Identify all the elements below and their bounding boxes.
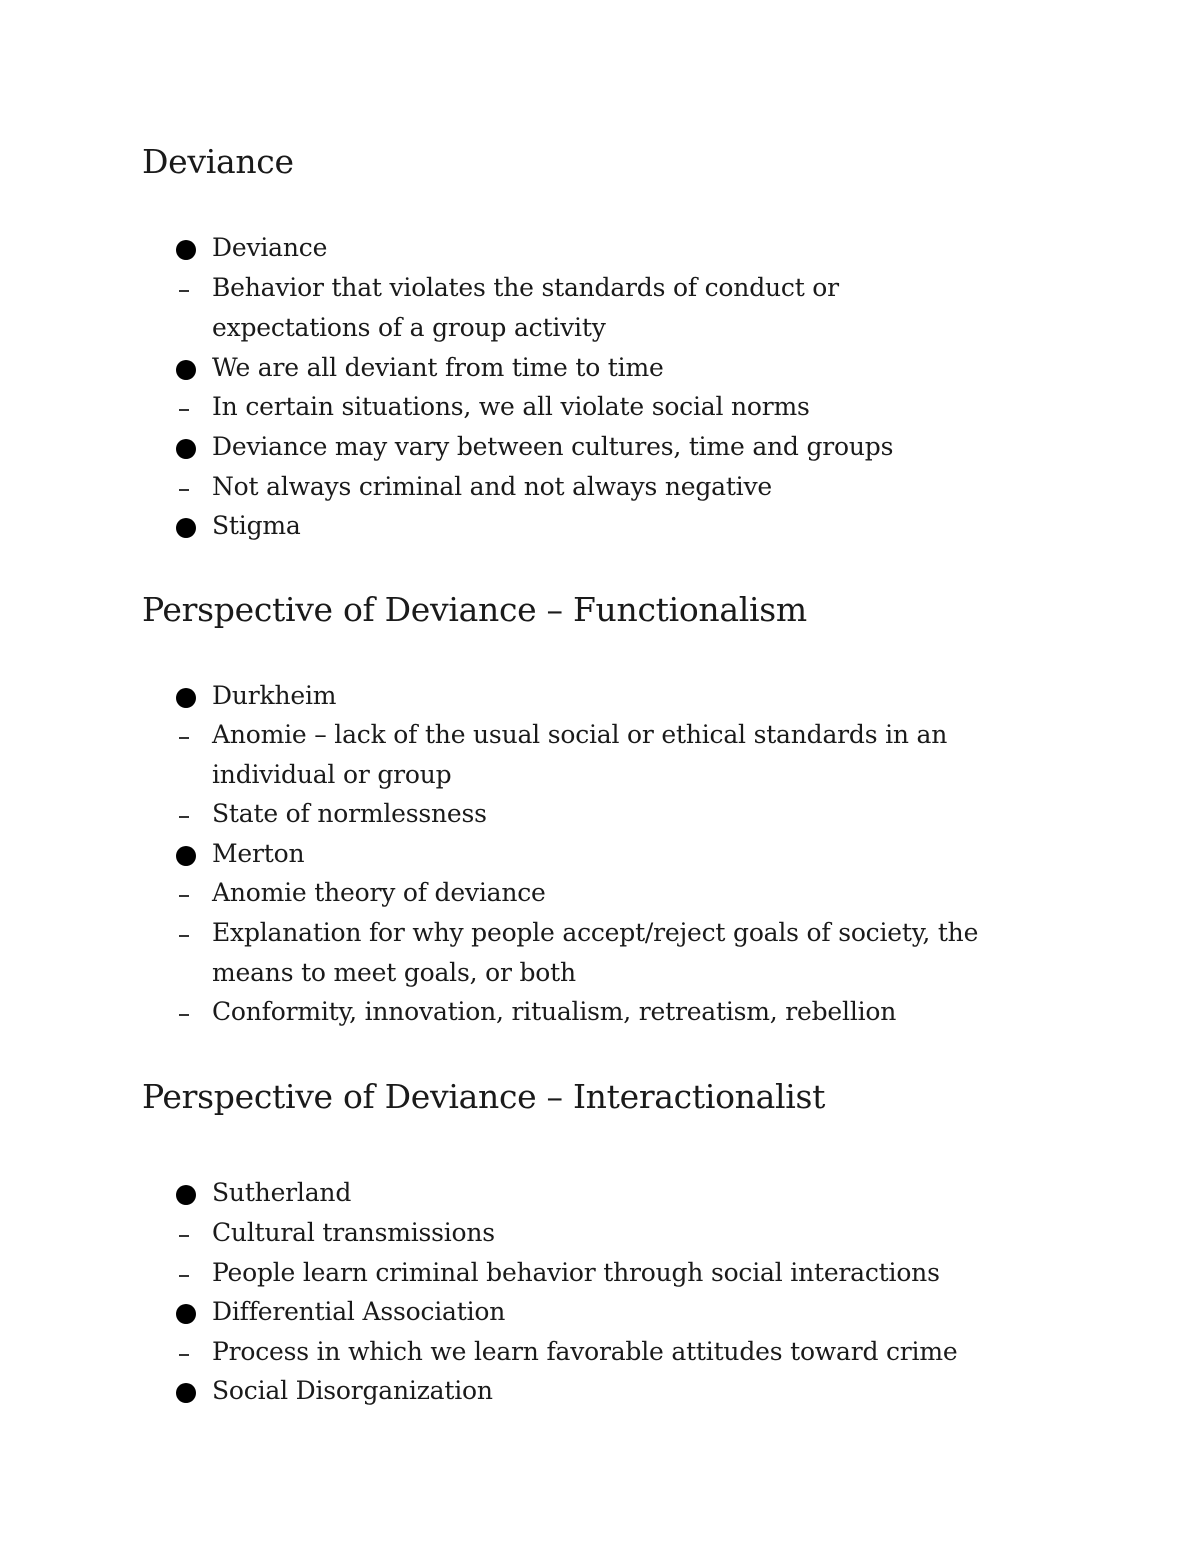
list-item: We are all deviant from time to time — [176, 348, 1056, 388]
list-item: Differential Association — [176, 1292, 1056, 1332]
list-item: State of normlessness — [176, 794, 1056, 834]
bullet-icon — [176, 834, 206, 874]
dash-icon — [176, 387, 206, 427]
list-item: Not always criminal and not always negative — [176, 467, 1056, 507]
dash-icon — [176, 1332, 206, 1372]
bullet-icon — [176, 427, 206, 467]
list-item: Deviance may vary between cultures, time and groups — [176, 427, 1056, 467]
list-item: Durkheim — [176, 676, 1056, 716]
list-item: Explanation for why people accept/reject goals of society, the means to meet goals, or both — [176, 913, 1056, 992]
list-item: Social Disorganization — [176, 1371, 1056, 1411]
dash-icon — [176, 794, 206, 834]
list-item: In certain situations, we all violate social norms — [176, 387, 1056, 427]
list-item: People learn criminal behavior through social interactions — [176, 1253, 1056, 1293]
list-item: Deviance — [176, 228, 1056, 268]
bullet-icon — [176, 1292, 206, 1332]
dash-icon — [176, 913, 206, 953]
bullet-icon — [176, 348, 206, 388]
dash-icon — [176, 992, 206, 1032]
dash-icon — [176, 715, 206, 755]
list-item: Process in which we learn favorable attitudes toward crime — [176, 1332, 1056, 1372]
dash-icon — [176, 1213, 206, 1253]
bullet-icon — [176, 1371, 206, 1411]
list-item: Merton — [176, 834, 1056, 874]
list-item: Conformity, innovation, ritualism, retreatism, rebellion — [176, 992, 1056, 1032]
list-item: Stigma — [176, 506, 1056, 546]
dash-icon — [176, 268, 206, 308]
bullet-icon — [176, 228, 206, 268]
section-title: Deviance — [142, 142, 294, 181]
list-item: Anomie theory of deviance — [176, 873, 1056, 913]
dash-icon — [176, 467, 206, 507]
list-item: Cultural transmissions — [176, 1213, 1056, 1253]
list-item: Sutherland — [176, 1173, 1056, 1213]
list-item: Behavior that violates the standards of conduct or expectations of a group activity — [176, 268, 1056, 347]
bullet-icon — [176, 676, 206, 716]
section-title: Perspective of Deviance – Interactionalist — [142, 1077, 826, 1116]
dash-icon — [176, 873, 206, 913]
section-title: Perspective of Deviance – Functionalism — [142, 590, 807, 629]
bullet-icon — [176, 1173, 206, 1213]
dash-icon — [176, 1253, 206, 1293]
list-item: Anomie – lack of the usual social or ethical standards in an individual or group — [176, 715, 1056, 794]
bullet-icon — [176, 506, 206, 546]
